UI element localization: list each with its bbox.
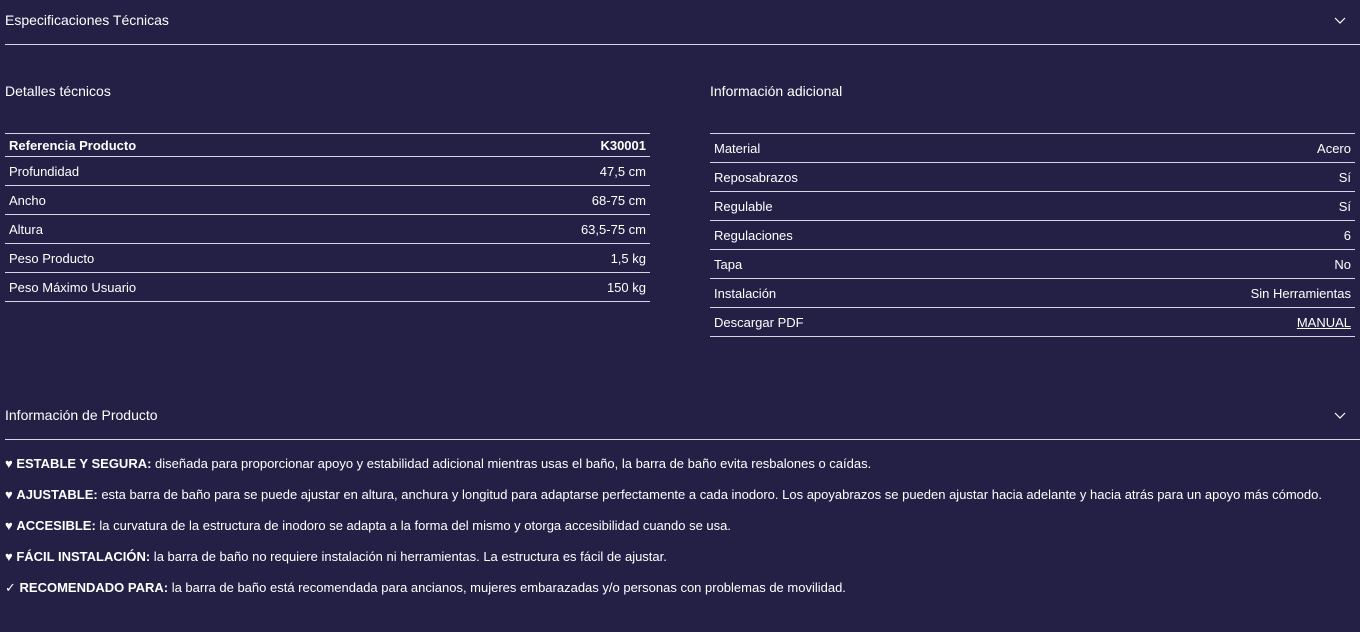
spec-value: 68-75 cm	[424, 186, 650, 215]
spec-label: Tapa	[710, 250, 1016, 279]
feature-title: AJUSTABLE:	[16, 487, 98, 502]
spec-label: Peso Producto	[5, 244, 424, 273]
feature-item	[5, 549, 1352, 564]
spec-value: Sí	[1016, 192, 1356, 221]
heart-icon: ♥	[5, 518, 13, 533]
additional-info-table	[710, 133, 1355, 337]
spec-label: Altura	[5, 215, 424, 244]
feature-title: RECOMENDADO PARA:	[19, 580, 169, 595]
feature-item	[5, 456, 1352, 471]
feature-title: ACCESIBLE:	[16, 518, 96, 533]
table-row	[5, 273, 650, 302]
table-row	[710, 308, 1355, 337]
spec-label: Peso Máximo Usuario	[5, 273, 424, 302]
spec-value: Sin Herramientas	[1016, 279, 1356, 308]
spec-value: 63,5-75 cm	[424, 215, 650, 244]
feature-title: ESTABLE Y SEGURA:	[16, 456, 152, 471]
additional-info-heading: Información adicional	[710, 83, 843, 99]
specs-accordion-title: Especificaciones Técnicas	[5, 12, 169, 28]
feature-title: FÁCIL INSTALACIÓN:	[16, 549, 151, 564]
table-row	[710, 221, 1355, 250]
tech-details-heading: Detalles técnicos	[5, 83, 111, 99]
manual-pdf-link[interactable]: MANUAL	[1296, 314, 1351, 330]
feature-item	[5, 580, 1352, 595]
feature-text: la curvatura de la estructura de inodoro se adapta a la forma del mismo y otorga accesibilidad cuando se usa.	[95, 518, 731, 533]
table-row	[710, 250, 1355, 279]
feature-text: la barra de baño no requiere instalación ni herramientas. La estructura es fácil de ajustar.	[150, 549, 667, 564]
feature-item	[5, 518, 1352, 533]
spec-value: Acero	[1016, 134, 1356, 163]
spec-label: Material	[710, 134, 1016, 163]
product-accordion-toggle[interactable]	[5, 395, 1360, 440]
spec-label: Instalación	[710, 279, 1016, 308]
table-row	[710, 134, 1355, 163]
spec-value: Sí	[1016, 163, 1356, 192]
spec-label: Reposabrazos	[710, 163, 1016, 192]
spec-value: 1,5 kg	[424, 244, 650, 273]
chevron-down-icon	[1334, 409, 1346, 421]
specs-accordion-toggle[interactable]	[5, 0, 1360, 45]
table-row	[710, 279, 1355, 308]
feature-text: diseñada para proporcionar apoyo y estabilidad adicional mientras usas el baño, la barra de baño evita resbalones o caídas.	[151, 456, 872, 471]
spec-label: Referencia Producto	[5, 134, 424, 157]
spec-value: 6	[1016, 221, 1356, 250]
spec-label: Profundidad	[5, 157, 424, 186]
spec-label: Descargar PDF	[710, 308, 1016, 337]
spec-value: 150 kg	[424, 273, 650, 302]
tech-details-table	[5, 133, 650, 302]
spec-label: Regulaciones	[710, 221, 1016, 250]
spec-value: No	[1016, 250, 1356, 279]
heart-icon: ♥	[5, 487, 13, 502]
feature-item	[5, 487, 1352, 502]
table-row	[5, 157, 650, 186]
feature-text: la barra de baño está recomendada para ancianos, mujeres embarazadas y/o personas con problemas de movilidad.	[168, 580, 846, 595]
spec-value	[1016, 308, 1356, 337]
table-row	[5, 244, 650, 273]
spec-value: 47,5 cm	[424, 157, 650, 186]
feature-text: esta barra de baño para se puede ajustar en altura, anchura y longitud para adaptarse perfectamente a cada inodoro. Los apoyabrazos se pueden ajustar hacia adelante y hacia atrás para un apoyo más cómodo.	[97, 487, 1322, 502]
table-row	[5, 186, 650, 215]
table-row	[5, 215, 650, 244]
chevron-down-icon	[1334, 14, 1346, 26]
table-row	[710, 163, 1355, 192]
product-accordion-title: Información de Producto	[5, 407, 158, 423]
table-row	[5, 134, 650, 157]
check-icon: ✓	[5, 580, 16, 595]
heart-icon: ♥	[5, 456, 13, 471]
heart-icon: ♥	[5, 549, 13, 564]
feature-list	[5, 456, 1352, 611]
spec-value: K30001	[424, 134, 650, 157]
table-row	[710, 192, 1355, 221]
spec-label: Ancho	[5, 186, 424, 215]
spec-label: Regulable	[710, 192, 1016, 221]
